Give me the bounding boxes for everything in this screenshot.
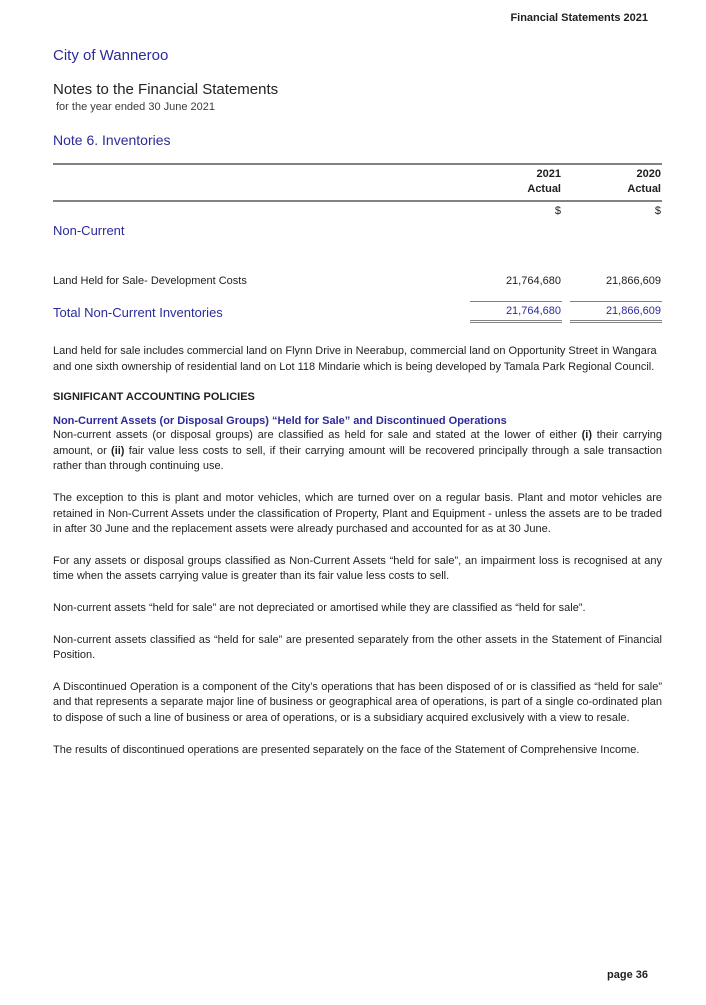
total-value-2021: 21,764,680	[470, 301, 562, 323]
table-header-row	[53, 165, 662, 200]
body-paragraph	[53, 633, 662, 664]
row-value-2020: 21,866,609	[605, 275, 661, 287]
text-run: The exception to this is plant and motor vehicles, which are turned over on a regular basis. Plant and motor vehicles are retained in Non-Current Assets under the classification of Property, Plant and Equipment - unless the assets are to be traded in after 30 June and the replacement assets were already purchased and accounted for as at 30 June.	[53, 491, 662, 536]
text-run: their carrying amount, or	[53, 429, 662, 457]
page-title: Notes to the Financial Statements	[53, 81, 279, 98]
text-run: Non-current assets (or disposal groups) are classified as held for sale and stated at the lower of either	[53, 429, 582, 442]
text-run: The results of discontinued operations are presented separately on the face of the Statement of Comprehensive Income.	[53, 743, 640, 756]
total-value-2020: 21,866,609	[570, 301, 662, 323]
body-paragraph	[53, 428, 662, 475]
land-held-note-paragraph: Land held for sale includes commercial land on Flynn Drive in Neerabup, commercial land on Opportunity Street in Wangara and one sixth ownership of residential land on Lot 118 Mindarie which is being developed by Tamala Park Regional Council.	[53, 345, 657, 373]
column-header-2020	[570, 165, 662, 200]
body-paragraph	[53, 491, 662, 538]
page-subtitle: for the year ended 30 June 2021	[56, 101, 216, 113]
column-year: 2021	[536, 168, 561, 180]
text-run: fair value less costs to sell, if their carrying amount will be recovered principally through a sale transaction rather than through continuing use.	[53, 444, 662, 473]
page-content	[53, 0, 662, 774]
body-paragraph	[53, 554, 662, 585]
row-value-2021: 21,764,680	[505, 275, 561, 287]
table-section-heading: Non-Current	[53, 223, 125, 238]
column-header-2021	[470, 165, 562, 200]
body-paragraph	[53, 601, 662, 617]
table-total-row	[53, 301, 662, 323]
organisation-name: City of Wanneroo	[53, 47, 169, 64]
table-row	[53, 274, 662, 288]
text-run: Non-current assets “held for sale” are not depreciated or amortised while they are classified as “held for sale”.	[53, 601, 586, 614]
body-paragraph	[53, 680, 662, 727]
note-heading: Note 6. Inventories	[53, 132, 171, 148]
text-run: Non-current assets classified as “held for sale” are presented separately from the other assets in the Statement of Financial Position.	[53, 633, 662, 662]
table-unit-row	[53, 202, 662, 221]
policy-subheading: Non-Current Assets (or Disposal Groups) “Held for Sale” and Discontinued Operations	[53, 415, 507, 428]
total-row-label: Total Non-Current Inventories	[53, 304, 223, 320]
column-type: Actual	[527, 183, 561, 195]
column-type: Actual	[627, 183, 661, 195]
text-run: For any assets or disposal groups classified as Non-Current Assets “held for sale”, an impairment loss is recognised at any time when the assets carrying value is greater than its fair value less costs to sell.	[53, 554, 662, 583]
inventories-table	[53, 163, 662, 323]
body-paragraph	[53, 743, 662, 759]
text-run: A Discontinued Operation is a component of the City’s operations that has been disposed of or is classified as “held for sale” and that represents a separate major line of business or geographical area of operations, is part of a single co-ordinated plan to dispose of such a line of business or area of operations, or is a subsidiary acquired exclusively with a view to resale.	[53, 680, 662, 724]
page-number: page 36	[607, 969, 648, 981]
bold-text-run: (ii)	[111, 444, 125, 457]
significant-policies-heading: SIGNIFICANT ACCOUNTING POLICIES	[53, 391, 255, 404]
body-paragraphs	[53, 428, 662, 758]
column-year: 2020	[636, 168, 661, 180]
row-label: Land Held for Sale- Development Costs	[53, 275, 247, 287]
document-header-label: Financial Statements 2021	[510, 12, 648, 24]
bold-text-run: (i)	[581, 429, 592, 442]
unit-2020: $	[654, 205, 661, 217]
unit-2021: $	[554, 205, 561, 217]
